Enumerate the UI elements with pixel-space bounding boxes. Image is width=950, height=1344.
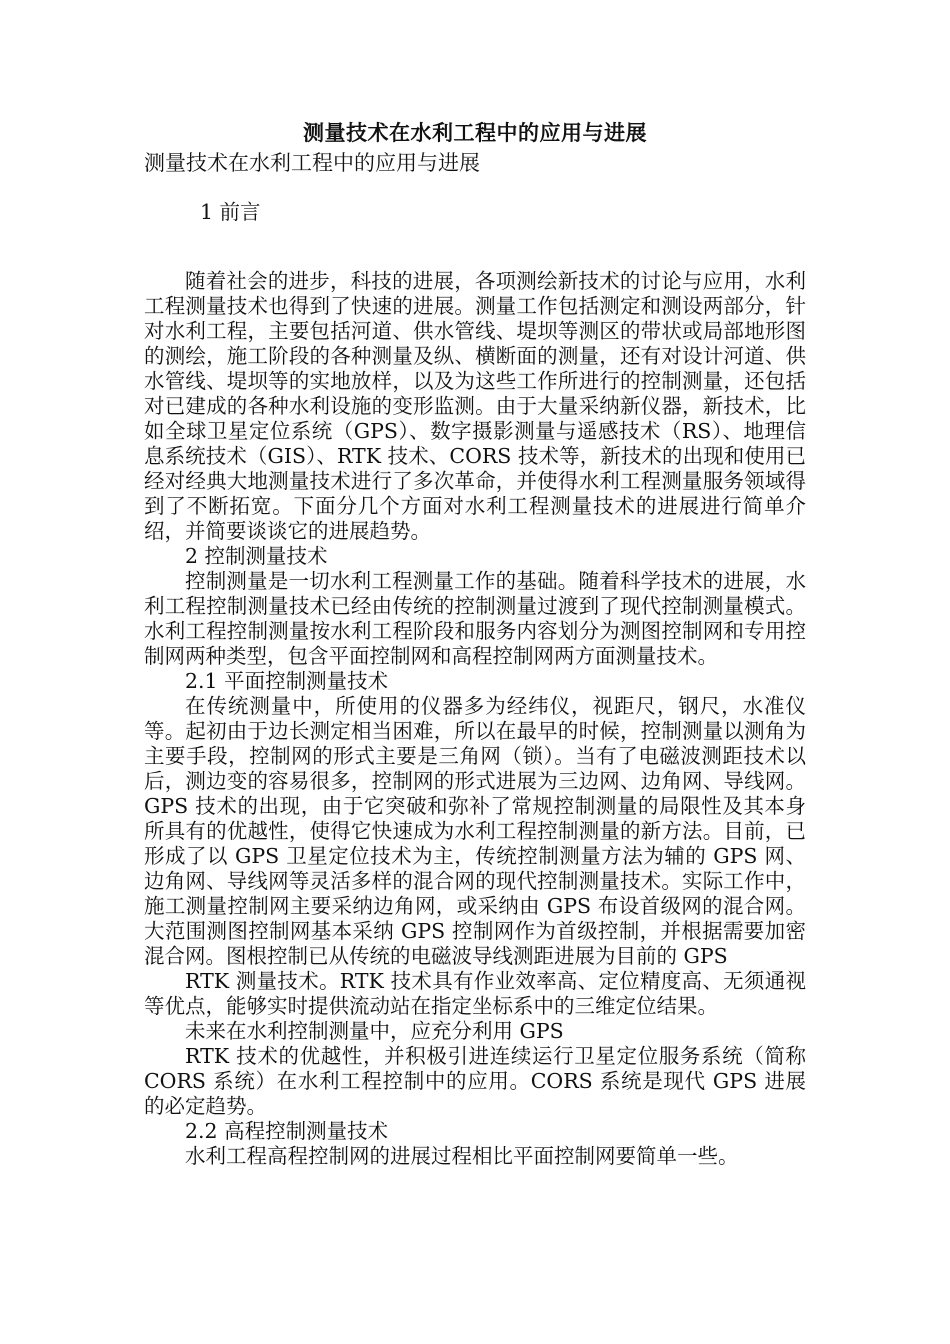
paragraph-control-survey: 控制测量是一切水利工程测量工作的基础。随着科学技术的进展，水利工程控制测量技术已经由传统的控制测量过渡到了现代控制测量模式。水利工程控制测量按水利工程阶段和服务内容划分为测图控制网和专用控制网两种类型，包含平面控制网和高程控制网两方面测量技术。 [144, 569, 806, 668]
document-title: 测量技术在水利工程中的应用与进展 [303, 120, 647, 145]
paragraph-future-gps: 未来在水利控制测量中，应充分利用 GPS [185, 1019, 564, 1043]
paragraph-plane-control: 在传统测量中，所使用的仪器多为经纬仪，视距尺，钢尺，水准仪等。起初由于边长测定相当困难，所以在最早的时候，控制测量以测角为主要手段，控制网的形式主要是三角网（锁）。当有了电磁波测距技术以后，测边变的容易很多，控制网的形式进展为三边网、边角网、导线网。GPS 技术的出现，由于它突破和弥补了常规控制测量的局限性及其本身所具有的优越性，使得它快速成为水利工程控制测量的新方法。目前，已形成了以 GPS 卫星定位技术为主，传统控制测量方法为辅的 GPS 网、边角网、导线网等灵活多样的混合网的现代控制测量技术。实际工作中，施工测量控制网主要采纳边角网，或采纳由 GPS 布设首级网的混合网。大范围测图控制网基本采纳 GPS 控制网作为首级控制，并根据需要加密混合网。图根控制已从传统的电磁波导线测距进展为目前的 GPS [144, 694, 806, 968]
paragraph-rtk: RTK 测量技术。RTK 技术具有作业效率高、定位精度高、无须通视等优点，能够实时提供流动站在指定坐标系中的三维定位结果。 [144, 969, 806, 1018]
section-heading-plane-control: 2.1 平面控制测量技术 [185, 669, 389, 693]
section-heading-introduction: 1 前言 [200, 200, 261, 224]
document-subtitle: 测量技术在水利工程中的应用与进展 [144, 151, 480, 175]
section-heading-elevation-control: 2.2 高程控制测量技术 [185, 1119, 389, 1143]
document-page [144, 118, 806, 1169]
paragraph-cors: RTK 技术的优越性，并积极引进连续运行卫星定位服务系统（简称 CORS 系统）在水利工程控制中的应用。CORS 系统是现代 GPS 进展的必定趋势。 [144, 1044, 806, 1118]
paragraph-elevation-control: 水利工程高程控制网的进展过程相比平面控制网要简单一些。 [185, 1144, 739, 1168]
section-heading-control-survey: 2 控制测量技术 [185, 544, 328, 568]
paragraph-introduction: 随着社会的进步，科技的进展，各项测绘新技术的讨论与应用，水利工程测量技术也得到了快速的进展。测量工作包括测定和测设两部分，针对水利工程，主要包括河道、供水管线、堤坝等测区的带状或局部地形图的测绘，施工阶段的各种测量及纵、横断面的测量，还有对设计河道、供水管线、堤坝等的实地放样，以及为这些工作所进行的控制测量，还包括对已建成的各种水利设施的变形监测。由于大量采纳新仪器，新技术，比如全球卫星定位系统（GPS）、数字摄影测量与遥感技术（RS）、地理信息系统技术（GIS）、RTK 技术、CORS 技术等，新技术的出现和使用已经对经典大地测量技术进行了多次革命，并使得水利工程测量服务领域得到了不断拓宽。下面分几个方面对水利工程测量技术的进展进行简单介绍，并简要谈谈它的进展趋势。 [144, 269, 806, 543]
